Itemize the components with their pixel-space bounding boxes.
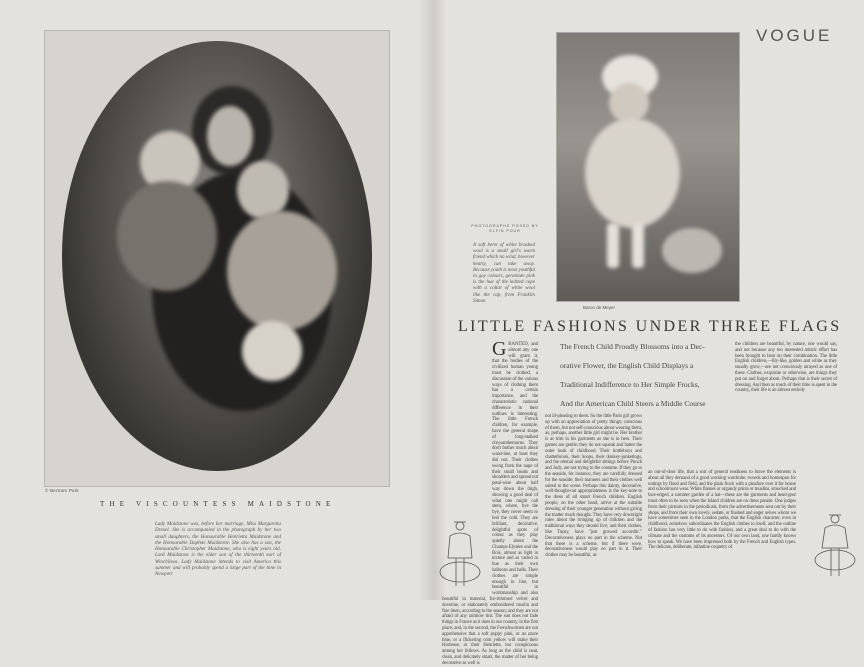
- child-right-dress: [227, 211, 337, 331]
- leg-left: [607, 223, 619, 268]
- portrait-title: THE VISCOUNTESS MAIDSTONE: [100, 500, 336, 508]
- vogue-masthead: VOGUE: [756, 26, 833, 45]
- child-right-legs: [242, 321, 302, 381]
- hoop-figure-illustration-right: [810, 510, 860, 582]
- article-column-2: not ill-pleasing to them. So the little Paris girl grows up with an appreciation of pretty things; conscious of them, but not self-conscious about wearing them, as, perhaps, another little girl might be. Her brother is as trim in his garments as she is in hers. Their games are gentle; they do not squeak and batter the outer husk of childhood. Their bottleboys and chatterbrook, their hoops, their donkey-junketings, and the eternal and delightful sittings before Punch and Judy, are not trying to the costume. If they go to the seaside, for instance, they are carefully dressed for the seaside; their manners and their clothes well suited to the scene. Perhaps this dainty, decorative, well-thought-out appropriateness is the key-note to the dress of all smart French children. English people, on the other hand, arrive at the suitable dressing of their younger generation without giving the matter much thought. They have very downright rules about the bringing up of children and the traditional ways they should live; and their clothes, like Topsy, have "just growed accordin'." Decorativeness plays no part in the scheme. Not that there is a scheme, but if there were, decorativeness would play no part in it. Their clothes may be beautiful, as: [545, 414, 642, 559]
- photo-credit-right: Baron de Meyer: [583, 305, 616, 310]
- article-deck: [560, 337, 732, 413]
- column-text: an out-of-door life, that a sort of general readiness to brave the elements is about all they demand of a good working wardrobe; tweeds and homespun for outings by flood and field, and the plain frock with a pinafore over it for house and schoolroom wear. White flannel or organdy prints or muslins, smocked and face-edged, a summer garden of a hat—these are the garments and head-gear most often to be seen when the Island children are on dress parade. One judges from their pictures in the periodicals, from the advertisements sent out by their shops, and from their own lovely, sedate, or flushed and eager selves whom we have sometimes seen in the London parks, that the English character, even in childhood, somehow subordinates the English clothes to itself, and the outline of fashion has very little to do with fashion, and a great deal to do with the climate and the customs of its ancestors. Of our own land, one hardly knows how to speak. We have been impressed both by the French and English types. The delicate, deliberate, infantine coquetry of: [648, 470, 796, 551]
- leg-right: [632, 223, 644, 268]
- deck-line: The French Child Proudly Blossoms into a Dec-: [560, 342, 705, 351]
- portrait-caption: Lady Maidstone was, before her marriage, Miss Margaretta Drexel. She is accompanied in the photograph by her two small daughters, the Honourable Henrietta Maidstone and the Honourable Daphne Maidstone. She also has a son, the Honourable Christopher Maidstone, who is eight years old. Lord Maidstone is the elder son of the thirteenth earl of Winchilsea. Lady Maidstone intends to visit America this summer and will probably spend a large part of the time in Newport: [155, 521, 281, 578]
- flower-basket: [662, 228, 722, 273]
- knitted-cape: [585, 118, 680, 228]
- photo-credit: © Bertram Park: [45, 488, 79, 493]
- deck-line: Traditional Indifference to Her Simple Frocks,: [560, 380, 700, 389]
- child-photo: [556, 32, 740, 302]
- child-left-body: [117, 181, 217, 291]
- photo-caption: A soft beret of white brushed wool is a small girl's warm friend which no wind, however hearty, can take away. Because youth is most youthful in gay colours, geranium pink is the hue of the knitted cape with a collar of white wool like the cap, from Franklin Simon: [473, 243, 535, 304]
- article-column-1: [442, 338, 538, 667]
- drop-cap: G: [492, 338, 507, 360]
- article-column-3: the children are beautiful, by nature, one would say, and not because any too interested artistic effort has been brought to bear on their combination. The little English children,—lily-like, golden and white as they usually grow,—are not consciously arrayed as one of these. Clothes, exquisite or otherwise, are things they put on and forget about. Perhaps that is their secret of dressing. And then as much of their time is spent in the country, their life is an almost entirely: [735, 342, 837, 394]
- mother-face: [207, 106, 253, 166]
- deck-line: And the American Child Steers a Middle Course: [560, 399, 706, 408]
- deck-line: orative Flower, the English Child Displays a: [560, 361, 694, 370]
- posed-credit: PHOTOGRAPHS POSED BY ELFIN FOUR: [471, 224, 539, 233]
- portrait-photo-viscountess: [62, 41, 372, 471]
- column-text: RANTED, and almost any one will grant it, that the bodies of the civilized human young must be clothed, a discussion of the various ways of clothing them has a certain importance, and the characteristic national difference in their outlines is interesting. The little French children, for example, have the general shape of long-stalked chrysanthemums. They don't bother much about waist-line, at least they did not. Their clothes swing from the nape of their small heads and shoulders and spread out petal-wise about half way down the thigh, showing a good deal of what one might call stem, where, bye the bye, they never seem to feel the cold. They are brilliant, decorative, delightful spots of colour as they play quietly about the Champs Elysées and the Bois, almost as light in texture and as varied in hue as their own balloons and balls. Their clothes are simple enough in line, but beautiful in workmanship and also beautiful in material, fur-trimmed velvet and duvetine, or elaborately embroidered muslin and fine linen, according to the season; and they are not afraid of any rainbow tint. The sun does not fade things in France as it does in our country, in the first place; and, in the second, the Frenchwomen are not apprehensive that a soft poppy pink, or an azure blue, or a flickering corn yellow will make their Hortense, or their Henriette, too conspicuous among her fellows. As long as the child is neat, clean, and delicately smart, the matter of her being decorative as well is: [442, 342, 538, 666]
- hoop-figure-illustration-left: [438, 516, 488, 592]
- article-headline: LITTLE FASHIONS UNDER THREE FLAGS: [458, 318, 842, 335]
- child-face: [609, 83, 649, 123]
